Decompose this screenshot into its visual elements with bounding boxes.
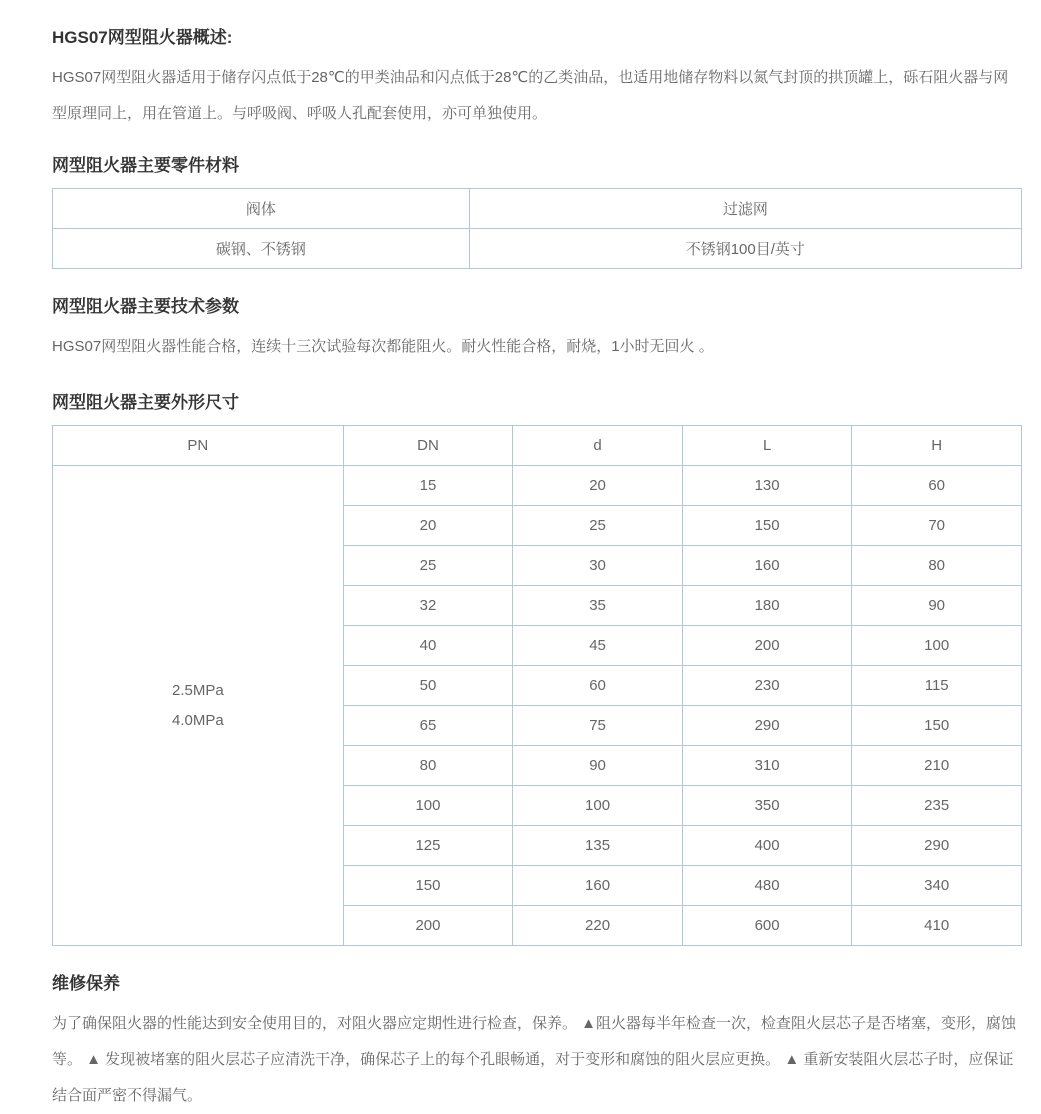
table-cell: 30 — [513, 546, 683, 586]
table-cell: 45 — [513, 626, 683, 666]
table-row — [53, 189, 1022, 229]
parameters-paragraph: HGS07网型阻火器性能合格，连续十三次试验每次都能阻火。耐火性能合格，耐烧，1小时无回火 。 — [52, 338, 714, 355]
table-cell: 50 — [343, 666, 513, 706]
overview-paragraph: HGS07网型阻火器适用于储存闪点低于28℃的甲类油品和闪点低于28℃的乙类油品，也适用地储存物料以氮气封顶的拱顶罐上，砾石阻火器与网型原理同上，用在管道上。与呼吸阀、呼吸人孔配套使用，亦可单独使用。 — [52, 69, 1009, 122]
table-cell: 130 — [682, 466, 852, 506]
table-cell: 480 — [682, 866, 852, 906]
table-cell: 40 — [343, 626, 513, 666]
table-header-cell: H — [852, 426, 1022, 466]
parameters-heading: 网型阻火器主要技术参数 — [52, 297, 239, 316]
table-header-row — [53, 426, 1022, 466]
table-cell: 600 — [682, 906, 852, 946]
table-cell: 100 — [852, 626, 1022, 666]
dimensions-table-block — [52, 425, 1022, 946]
maintenance-paragraph: 为了确保阻火器的性能达到安全使用目的，对阻火器应定期性进行检查，保养。 ▲阻火器每半年检查一次，检查阻火层芯子是否堵塞，变形，腐蚀等。 ▲ 发现被堵塞的阻火层芯子应清洗干净，确保芯子上的每个孔眼畅通，对于变形和腐蚀的阻火层应更换。 ▲ 重新安装阻火层芯子时，应保证结合面严密不得漏气。 — [52, 1015, 1017, 1104]
table-cell: 290 — [682, 706, 852, 746]
materials-table — [52, 188, 1022, 269]
table-cell: 90 — [513, 746, 683, 786]
table-cell: 150 — [343, 866, 513, 906]
table-cell: 75 — [513, 706, 683, 746]
table-cell: 115 — [852, 666, 1022, 706]
table-cell: 60 — [852, 466, 1022, 506]
table-cell: 150 — [852, 706, 1022, 746]
maintenance-heading: 维修保养 — [52, 974, 120, 993]
table-cell: 70 — [852, 506, 1022, 546]
table-header-cell: L — [682, 426, 852, 466]
table-cell: 碳钢、不锈钢 — [53, 229, 470, 269]
table-cell: 150 — [682, 506, 852, 546]
table-cell: 180 — [682, 586, 852, 626]
table-cell: 290 — [852, 826, 1022, 866]
pn-value: 4.0MPa — [172, 711, 224, 729]
dimensions-table — [52, 425, 1022, 946]
table-header-cell: DN — [343, 426, 513, 466]
table-cell: 100 — [343, 786, 513, 826]
table-row — [53, 466, 1022, 506]
table-cell: 340 — [852, 866, 1022, 906]
table-cell: 125 — [343, 826, 513, 866]
table-cell: 25 — [513, 506, 683, 546]
table-row — [53, 229, 1022, 269]
table-cell: 32 — [343, 586, 513, 626]
table-cell: 410 — [852, 906, 1022, 946]
table-cell: 20 — [343, 506, 513, 546]
table-cell: 160 — [682, 546, 852, 586]
pn-merged-cell — [53, 466, 344, 946]
table-cell: 60 — [513, 666, 683, 706]
table-header-cell: PN — [53, 426, 344, 466]
table-header-cell: d — [513, 426, 683, 466]
table-cell: 230 — [682, 666, 852, 706]
table-header-cell: 阀体 — [53, 189, 470, 229]
table-cell: 160 — [513, 866, 683, 906]
table-cell: 80 — [343, 746, 513, 786]
table-cell: 235 — [852, 786, 1022, 826]
table-cell: 200 — [343, 906, 513, 946]
materials-table-block — [52, 188, 1022, 269]
table-cell: 35 — [513, 586, 683, 626]
table-cell: 200 — [682, 626, 852, 666]
overview-heading: HGS07网型阻火器概述: — [52, 28, 233, 47]
table-header-cell: 过滤网 — [469, 189, 1021, 229]
table-cell: 65 — [343, 706, 513, 746]
dimensions-table-body — [53, 466, 1022, 946]
table-cell: 80 — [852, 546, 1022, 586]
table-cell: 100 — [513, 786, 683, 826]
table-cell: 25 — [343, 546, 513, 586]
table-cell: 90 — [852, 586, 1022, 626]
table-cell: 不锈钢100目/英寸 — [469, 229, 1021, 269]
table-cell: 220 — [513, 906, 683, 946]
table-cell: 135 — [513, 826, 683, 866]
table-cell: 20 — [513, 466, 683, 506]
pn-value: 2.5MPa — [172, 681, 224, 699]
dimensions-heading: 网型阻火器主要外形尺寸 — [52, 393, 239, 412]
table-cell: 400 — [682, 826, 852, 866]
table-cell: 15 — [343, 466, 513, 506]
table-cell: 210 — [852, 746, 1022, 786]
table-cell: 350 — [682, 786, 852, 826]
materials-heading: 网型阻火器主要零件材料 — [52, 156, 239, 175]
table-cell: 310 — [682, 746, 852, 786]
